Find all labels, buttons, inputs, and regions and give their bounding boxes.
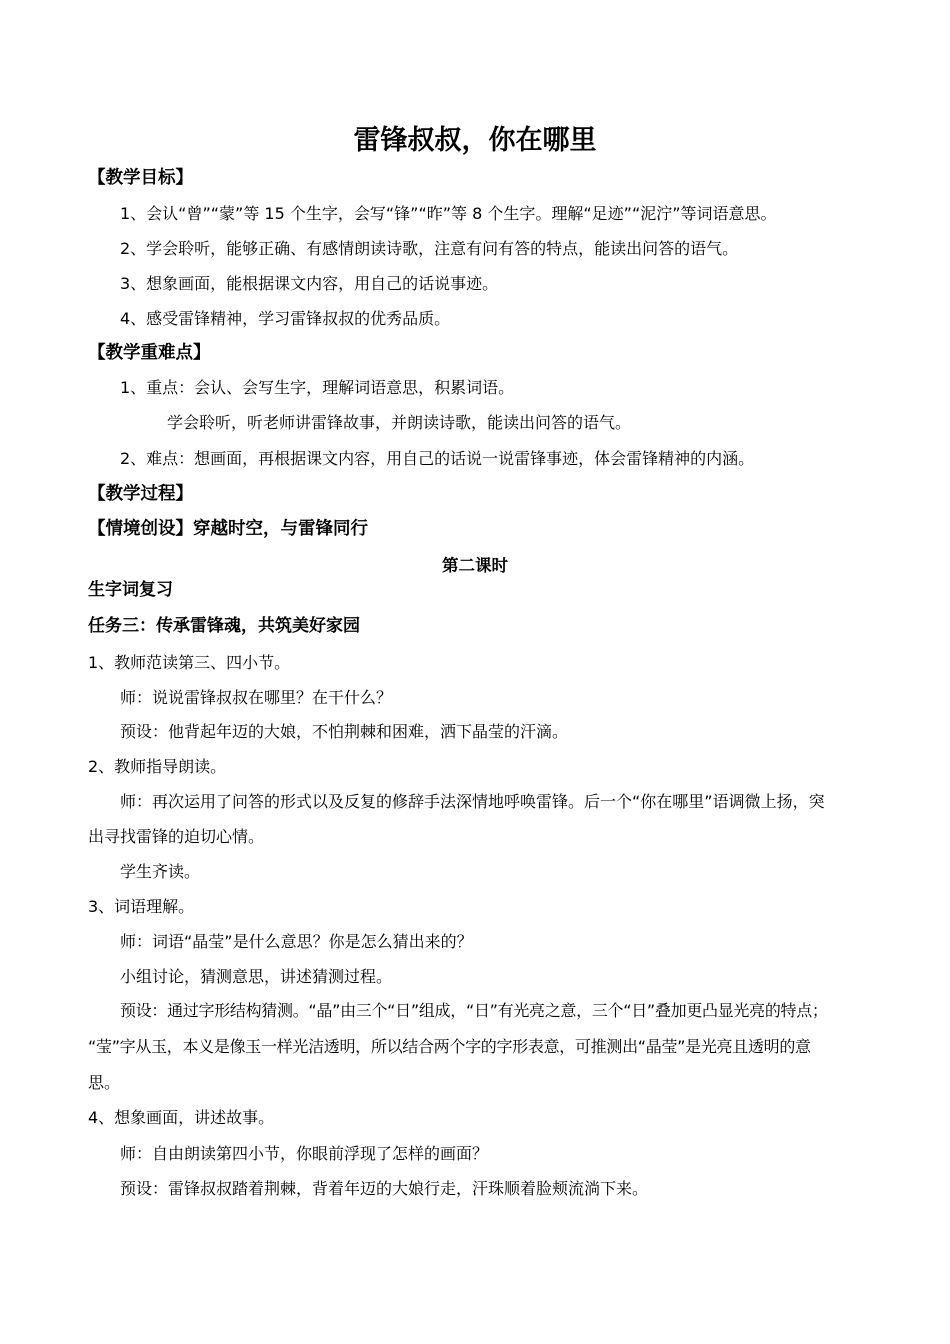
task-heading: 任务三：传承雷锋魂，共筑美好家园 [88, 616, 360, 636]
body-line: 预设：通过字形结构猜测。“晶”由三个“日”组成，“日”有光亮之意，三个“日”叠加更凸显光亮的特点； [120, 1001, 828, 1020]
review-heading: 生字词复习 [88, 580, 173, 600]
goal-item: 1、会认“曾”“蒙”等 15 个生字，会写“锋”“昨”等 8 个生字。理解“足迹”“泥泞”等词语意思。 [120, 204, 777, 223]
body-line: 3、词语理解。 [88, 897, 195, 916]
lesson-label: 第二课时 [442, 556, 508, 575]
body-line: 出寻找雷锋的迫切心情。 [88, 827, 265, 846]
body-line: 1、教师范读第三、四小节。 [88, 653, 291, 672]
goals-heading: 【教学目标】 [88, 168, 193, 188]
body-line: 师：再次运用了问答的形式以及反复的修辞手法深情地呼唤雷锋。后一个“你在哪里”语调微上扬，突 [120, 792, 825, 811]
scenario-heading: 【情境创设】穿越时空，与雷锋同行 [88, 519, 368, 539]
body-line: 师：词语“晶莹”是什么意思？你是怎么猜出来的？ [120, 932, 473, 951]
body-line: 4、想象画面，讲述故事。 [88, 1108, 275, 1127]
key-point-item: 2、难点：想画面，再根据课文内容，用自己的话说一说雷锋事迹，体会雷锋精神的内涵。 [120, 449, 755, 468]
body-line: 师：说说雷锋叔叔在哪里？在干什么？ [120, 688, 393, 707]
key-points-heading: 【教学重难点】 [88, 343, 211, 363]
process-heading: 【教学过程】 [88, 484, 193, 504]
body-line: 预设：他背起年迈的大娘，不怕荆棘和困难，洒下晶莹的汗滴。 [120, 722, 569, 741]
body-line: 思。 [88, 1073, 121, 1092]
body-line: 2、教师指导朗读。 [88, 757, 227, 776]
goal-item: 2、学会聆听，能够正确、有感情朗读诗歌，注意有问有答的特点，能读出问答的语气。 [120, 239, 739, 258]
body-line: 预设：雷锋叔叔踏着荆棘，背着年迈的大娘行走，汗珠顺着脸颊流淌下来。 [120, 1179, 649, 1198]
body-line: 学生齐读。 [120, 862, 201, 881]
key-point-item: 学会聆听，听老师讲雷锋故事，并朗读诗歌，能读出问答的语气。 [167, 413, 632, 432]
key-point-item: 1、重点：会认、会写生字，理解词语意思，积累词语。 [120, 378, 515, 397]
document-title: 雷锋叔叔，你在哪里 [353, 125, 597, 156]
body-line: “莹”字从玉，本义是像玉一样光洁透明，所以结合两个字的字形表意，可推测出“晶莹”是光亮且透明的意 [88, 1037, 811, 1056]
body-line: 小组讨论，猜测意思，讲述猜测过程。 [120, 967, 393, 986]
goal-item: 3、想象画面，能根据课文内容，用自己的话说事迹。 [120, 274, 499, 293]
goal-item: 4、感受雷锋精神，学习雷锋叔叔的优秀品质。 [120, 309, 451, 328]
body-line: 师：自由朗读第四小节，你眼前浮现了怎样的画面？ [120, 1144, 489, 1163]
